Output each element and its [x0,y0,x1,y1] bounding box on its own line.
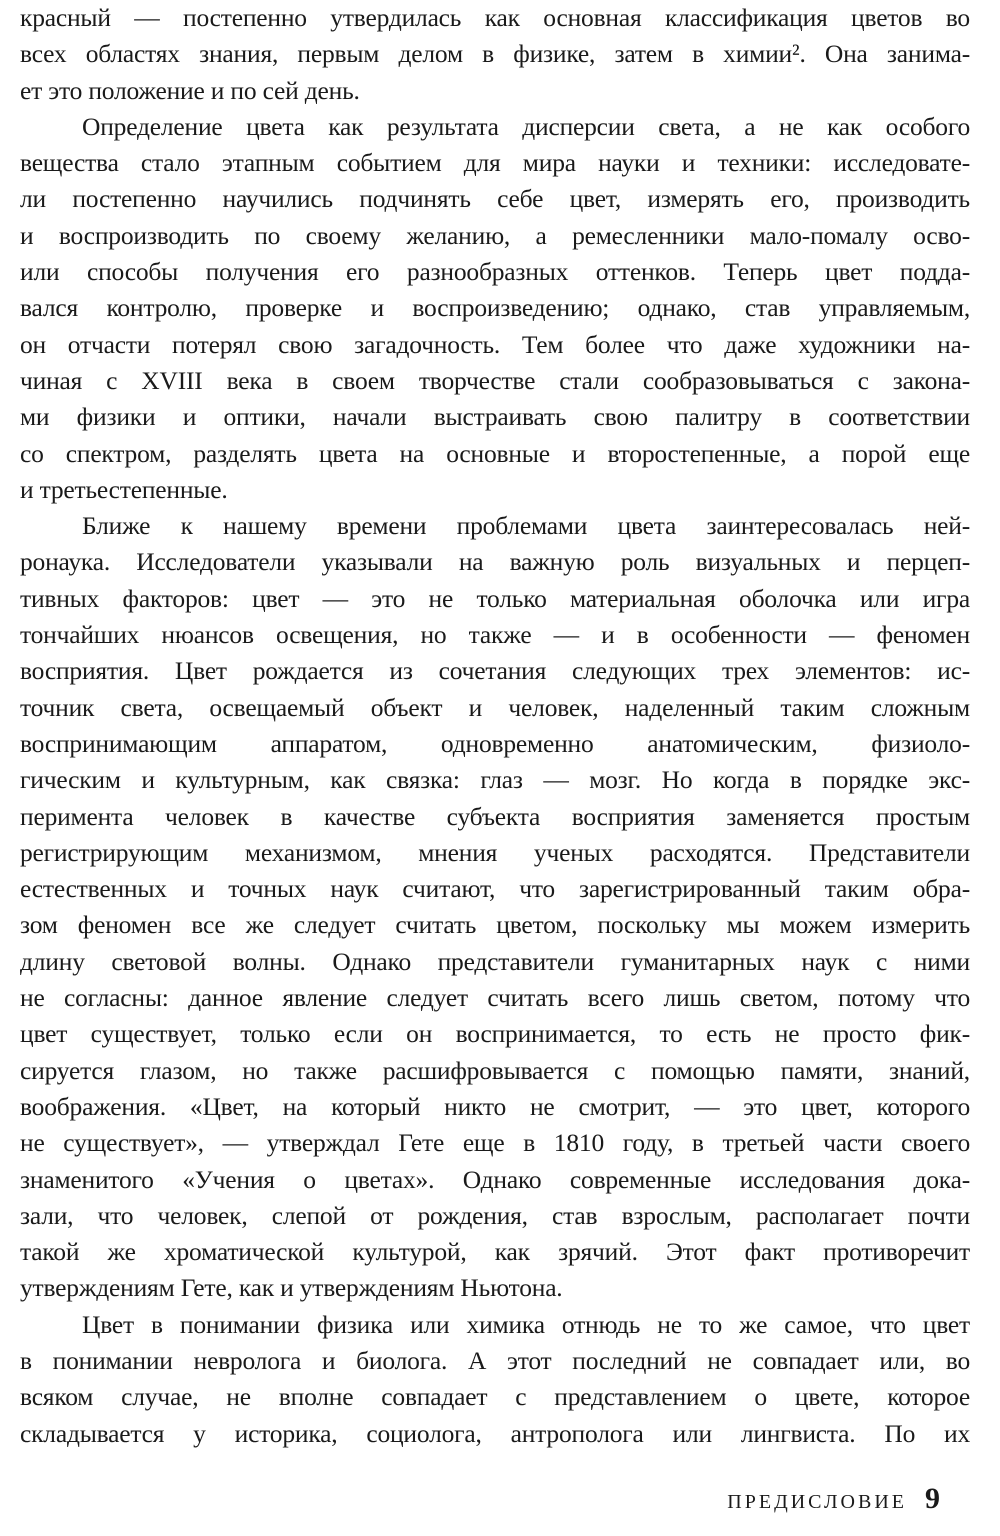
text-line: вещества стало этапным событием для мира науки и техники: исследовате- [20,148,970,178]
text-line: чиная с XVIII века в своем творчестве стали сообразовываться с закона- [20,365,970,395]
paragraph [20,0,970,109]
text-line: зали, что человек, слепой от рождения, став взрослым, располагает почти [20,1200,970,1230]
text-line: или способы получения его разнообразных оттенков. Теперь цвет подда- [20,257,970,287]
text-line: и третьестепенные. [20,474,228,504]
text-line: со спектром, разделять цвета на основные и второстепенные, а порой еще [20,438,970,468]
text-line: ет это положение и по сей день. [20,75,360,105]
text-line: тивных факторов: цвет — это не только материальная оболочка или игра [20,583,970,613]
text-line: такой же хроматической культурой, как зрячий. Этот факт противоречит [20,1237,970,1267]
text-line: воспринимающим аппаратом, одновременно анатомическим, физиоло- [20,728,970,758]
text-line: ли постепенно научились подчинять себе цвет, измерять его, производить [20,184,970,214]
text-line: не согласны: данное явление следует считать всего лишь светом, потому что [20,983,970,1013]
text-line: перимента человек в качестве субъекта восприятия заменяется простым [20,801,970,831]
paragraph [20,508,970,1307]
text-line: регистрирующим механизмом, мнения ученых расходятся. Представители [20,837,970,867]
text-line: ми физики и оптики, начали выстраивать свою палитру в соответствии [20,402,970,432]
text-line: всех областях знания, первым делом в физике, затем в химии². Она занима- [20,39,970,69]
text-line: тончайших нюансов освещения, но также — и в особенности — феномен [20,620,970,650]
text-line: длину световой волны. Однако представители гуманитарных наук с ними [20,946,970,976]
paragraph [20,109,970,508]
text-line: ронаука. Исследователи указывали на важную роль визуальных и перцеп- [20,547,970,577]
text-line: Цвет в понимании физика или химика отнюдь не то же самое, что цвет [82,1309,970,1339]
text-line: зом феномен все же следует считать цветом, поскольку мы можем измерить [20,910,970,940]
text-line: сируется глазом, но также расшифровывается с помощью памяти, знаний, [20,1055,970,1085]
text-line: Ближе к нашему времени проблемами цвета заинтересовалась ней- [82,511,970,541]
text-line: красный — постепенно утвердилась как основная классификация цветов во [20,3,970,32]
text-line: восприятия. Цвет рождается из сочетания следующих трех элементов: ис- [20,656,970,686]
text-line: Определение цвета как результата дисперсии света, а не как особого [82,111,970,141]
text-line: он отчасти потерял свою загадочность. Тем более что даже художники на- [20,329,970,359]
text-line: и воспроизводить по своему желанию, а ремесленники мало-помалу осво- [20,220,970,250]
paragraph [20,1307,970,1452]
text-line: воображения. «Цвет, на который никто не смотрит, — это цвет, которого [20,1091,970,1121]
text-line: цвет существует, только если он воспринимается, то есть не просто фик- [20,1019,970,1049]
running-header-section: ПРЕДИСЛОВИЕ [727,1490,907,1513]
text-line: складывается у историка, социолога, антрополога или лингвиста. По их [20,1418,970,1448]
text-line: точник света, освещаемый объект и человек, наделенный таким сложным [20,692,970,722]
text-line: всяком случае, не вполне совпадает с представлением о цвете, которое [20,1382,970,1412]
text-line: утверждениям Гете, как и утверждениям Ньютона. [20,1273,563,1303]
text-line: гическим и культурным, как связка: глаз — мозг. Но когда в порядке экс- [20,765,970,795]
text-line: вался контролю, проверке и воспроизведению; однако, став управляемым, [20,293,970,323]
text-line: естественных и точных наук считают, что зарегистрированный таким обра- [20,874,970,904]
text-line: знаменитого «Учения о цветах». Однако современные исследования дока- [20,1164,970,1194]
text-line: не существует», — утверждал Гете еще в 1810 году, в третьей части своего [20,1128,970,1158]
page-footer [0,1482,1000,1536]
page-number: 9 [925,1481,940,1515]
text-line: в понимании невролога и биолога. А этот последний не совпадает или, во [20,1345,970,1375]
